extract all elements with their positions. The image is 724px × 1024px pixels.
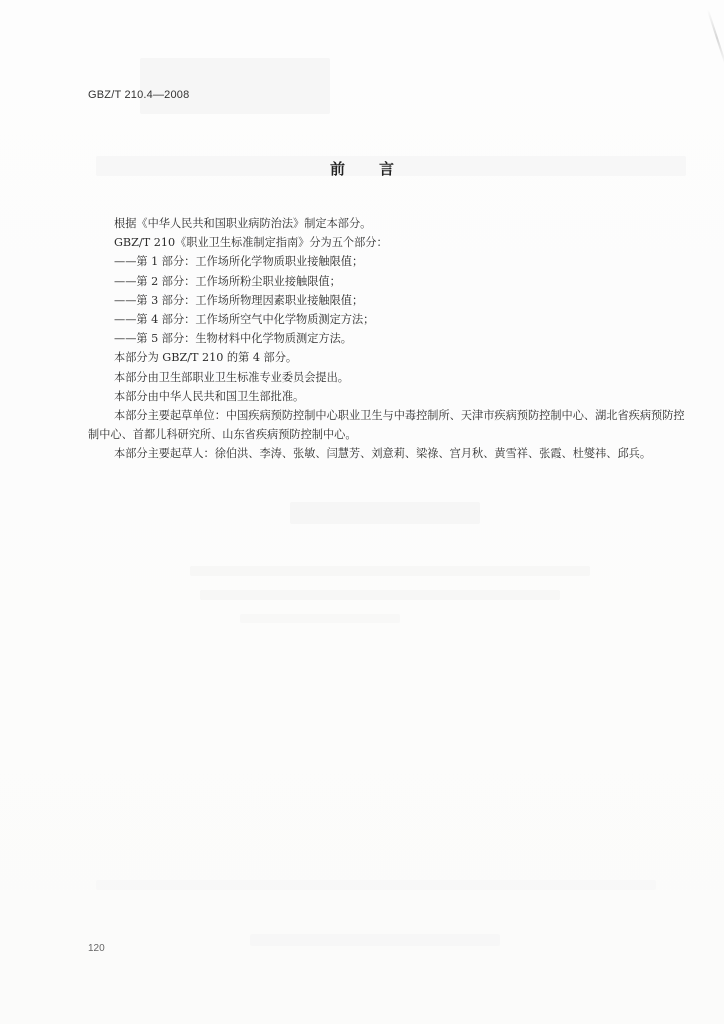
paragraph-drafters: 本部分主要起草人：徐伯洪、李涛、张敏、闫慧芳、刘意莉、梁祿、宫月秋、黄雪祥、张霞、杜燮祎、邱兵。 [114, 447, 652, 461]
bleed-through-block [140, 58, 330, 114]
paragraph-this-part: 本部分为 GBZ/T 210 的第 4 部分。 [114, 351, 298, 365]
bleed-through-line [200, 590, 560, 600]
paragraph-legal-basis: 根据《中华人民共和国职业病防治法》制定本部分。 [114, 217, 372, 230]
paragraph-proposed-by: 本部分由卫生部职业卫生标准专业委员会提出。 [114, 370, 349, 384]
foreword-body [88, 214, 688, 464]
bleed-through-line [250, 934, 500, 946]
paragraph-approved-by: 本部分由中华人民共和国卫生部批准。 [114, 389, 305, 403]
bleed-through-line [96, 880, 656, 890]
bleed-through-line [240, 614, 400, 623]
paragraph-drafting-units: 本部分主要起草单位：中国疾病预防控制中心职业卫生与中毒控制所、天津市疾病预防控制中心、湖北省疾病预防控制中心、首都儿科研究所、山东省疾病预防控制中心。 [88, 409, 685, 442]
list-item-part-1: ——第 1 部分：工作场所化学物质职业接触限值； [114, 255, 364, 269]
page-number: 120 [88, 943, 105, 954]
list-item-part-4: ——第 4 部分：工作场所空气中化学物质测定方法； [114, 313, 375, 327]
paragraph-parts-intro: GBZ/T 210《职业卫生标准制定指南》分为五个部分： [114, 236, 388, 250]
list-item-part-3: ——第 3 部分：工作场所物理因素职业接触限值； [114, 293, 364, 307]
standard-code: GBZ/T 210.4—2008 [88, 89, 190, 101]
bleed-through-line [190, 566, 590, 576]
scan-artifact [707, 9, 724, 67]
list-item-part-2: ——第 2 部分：工作场所粉尘职业接触限值； [114, 274, 341, 288]
list-item-part-5: ——第 5 部分：生物材料中化学物质测定方法。 [114, 332, 352, 346]
page-title: 前言 [329, 160, 428, 178]
bleed-through-line [290, 502, 480, 524]
